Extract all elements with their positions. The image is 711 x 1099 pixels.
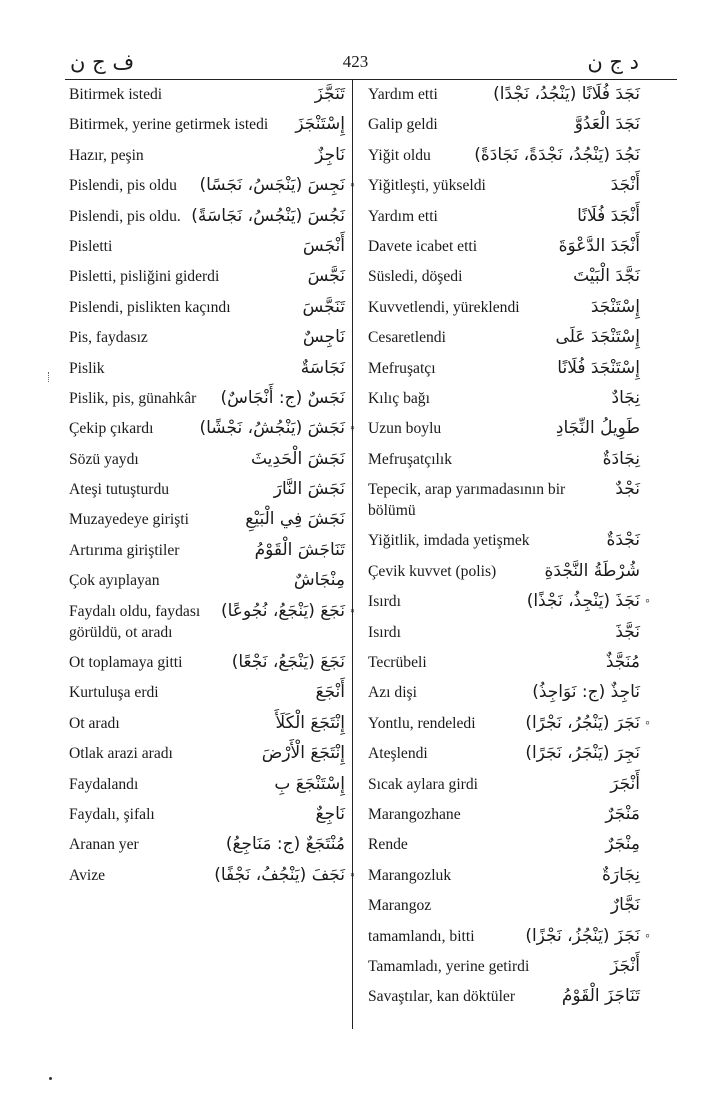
turkish-meaning: Davete icabet etti [368, 237, 478, 255]
margin-mark [48, 372, 51, 382]
root-marker: ◦ [350, 867, 355, 883]
dictionary-entry [69, 682, 345, 703]
dictionary-entry [69, 388, 345, 409]
margin-speck [49, 1077, 52, 1080]
arabic-headword: أَنْجَسَ [302, 235, 345, 256]
arabic-headword: تَنَجَّزَ [314, 84, 345, 104]
dictionary-entry [69, 864, 355, 886]
turkish-meaning: Faydalandı [69, 775, 139, 793]
dictionary-entry [69, 652, 345, 673]
turkish-meaning: Savaştılar, kan döktüler [368, 988, 516, 1006]
dictionary-entry [69, 236, 345, 257]
arabic-headword: إِسْتَنْجَدَ فُلَانًا [557, 357, 640, 378]
arabic-headword: تَنَجَّسَ [302, 296, 345, 317]
turkish-meaning: Yardım etti [368, 207, 438, 225]
arabic-headword: أَنْجَرَ [610, 773, 640, 794]
dictionary-entry [69, 540, 345, 561]
arabic-headword: نَجْدَةٌ [606, 530, 640, 551]
dictionary-entry [69, 449, 345, 470]
turkish-meaning: Pislik [69, 359, 105, 377]
arabic-headword: نِجَادَةٌ [602, 448, 640, 469]
turkish-meaning: Cesaretlendi [368, 329, 446, 347]
turkish-meaning: Marangozhane [368, 805, 461, 823]
dictionary-entry [368, 956, 640, 977]
turkish-meaning: Kılıç bağı [368, 389, 430, 407]
arabic-headword: مِنْجَاشٌ [293, 570, 345, 591]
arabic-headword: نَجُسَ (يَنْجُسُ، نَجَاسَةً) [191, 205, 345, 226]
dictionary-entry [69, 418, 355, 439]
dictionary-entry [368, 236, 640, 257]
dictionary-entry [368, 114, 640, 135]
turkish-meaning: Mefruşatçı [368, 359, 436, 377]
arabic-headword: نَجَدَ الْعَدُوَّ [574, 114, 640, 135]
arabic-headword: نَجَفَ (يَنْجُفُ، نَجْفًا) [214, 864, 345, 885]
arabic-headword: نَجَّدَ الْبَيْتَ [573, 266, 640, 287]
dictionary-entry [69, 145, 345, 166]
turkish-meaning: Yiğit oldu [368, 146, 431, 164]
arabic-headword: طَوِيلُ النِّجَادِ [555, 418, 640, 439]
turkish-meaning: Isırdı [368, 593, 401, 611]
turkish-meaning: Ot toplamaya gitti [69, 654, 183, 672]
turkish-meaning: Isırdı [368, 623, 401, 641]
dictionary-entry [368, 418, 640, 439]
page-header [0, 46, 711, 76]
turkish-meaning: Ot aradı [69, 714, 120, 732]
arabic-headword: مِنْجَرٌ [605, 834, 640, 855]
arabic-headword: أَنْجَزَ [610, 955, 640, 976]
arabic-headword: نَجَّسَ [307, 266, 345, 287]
dictionary-entry [69, 297, 345, 318]
dictionary-entry [368, 145, 640, 166]
turkish-meaning: Hazır, peşin [69, 146, 144, 164]
arabic-headword: نَجِرَ (يَنْجَرُ، نَجَرًا) [525, 743, 640, 764]
root-marker: ◦ [645, 715, 650, 731]
turkish-meaning: tamamlandı, bitti [368, 927, 475, 945]
turkish-meaning: Faydalı, şifalı [69, 805, 155, 823]
arabic-headword: نَجَشَ (يَنْجُشُ، نَجْشًا) [199, 418, 345, 439]
column-divider [352, 79, 353, 1029]
arabic-headword: نَجَشَ الْحَدِيثَ [250, 448, 345, 469]
dictionary-entry [69, 358, 345, 379]
dictionary-entry [368, 865, 640, 886]
turkish-meaning: Pislendi, pislikten kaçındı [69, 298, 231, 316]
turkish-meaning: Ateşlendi [368, 745, 428, 763]
turkish-meaning: Tamamladı, yerine getirdi [368, 957, 530, 975]
dictionary-entry [69, 834, 345, 855]
dictionary-entry [368, 804, 640, 825]
arabic-headword: نِجَارَةٌ [601, 864, 640, 885]
arabic-headword: تَنَاجَزَ الْقَوْمُ [561, 986, 640, 1007]
arabic-headword: نَجَذَ (يَنْجِذُ، نَجْذًا) [526, 591, 640, 612]
turkish-meaning: Rende [368, 836, 408, 854]
turkish-meaning: Artırıma giriştiler [69, 541, 180, 559]
dictionary-entry [69, 206, 345, 227]
turkish-meaning: Kurtuluşa erdi [69, 684, 159, 702]
dictionary-entry [69, 774, 345, 795]
turkish-meaning: Bitirmek istedi [69, 86, 163, 103]
dictionary-entry [69, 114, 345, 135]
arabic-headword: إِسْتَنْجَزَ [295, 114, 345, 135]
arabic-headword: نَجَّارٌ [610, 895, 640, 916]
turkish-meaning: Pislendi, pis oldu [69, 177, 177, 195]
dictionary-entry [69, 600, 355, 643]
dictionary-entry [368, 925, 650, 947]
arabic-headword: أَنْجَدَ الدَّعْوَةَ [558, 235, 640, 256]
dictionary-entry [368, 986, 640, 1007]
dictionary-entry [368, 449, 640, 470]
turkish-meaning: Pislendi, pis oldu. [69, 207, 181, 225]
turkish-meaning: Uzun boylu [368, 420, 442, 438]
arabic-headword: شُرْطَةُ النَّجْدَةِ [544, 560, 640, 581]
root-marker: ◦ [350, 178, 355, 194]
arabic-headword: إِسْتَنْجَدَ [590, 296, 640, 317]
dictionary-entry [368, 834, 640, 855]
dictionary-entry [69, 804, 345, 825]
dictionary-entry [69, 327, 345, 348]
arabic-headword: إِنْتَجَعَ الْأَرْضَ [261, 743, 345, 764]
arabic-headword: إِسْتَنْجَعَ بِ [274, 773, 345, 794]
dictionary-entry [368, 895, 640, 916]
turkish-meaning: Pis, faydasız [69, 329, 148, 347]
dictionary-entry [69, 743, 345, 764]
arabic-headword: نَجَشَ فِي الْبَيْعِ [245, 509, 345, 530]
arabic-headword: نَجَزَ (يَنْجُزُ، نَجْزًا) [525, 925, 640, 946]
turkish-meaning: Çevik kuvvet (polis) [368, 562, 497, 580]
dictionary-entry [368, 327, 640, 348]
dictionary-entry [368, 743, 640, 764]
dictionary-entry [368, 682, 640, 703]
turkish-meaning: Aranan yer [69, 836, 139, 854]
arabic-headword: نَجِسَ (يَنْجَسُ، نَجَسًا) [199, 175, 345, 196]
arabic-headword: نَاجِزٌ [315, 144, 345, 165]
turkish-meaning: Tepecik, arap yarımadasının bir bölümü [368, 481, 566, 520]
turkish-meaning: Muzayedeye girişti [69, 511, 189, 529]
turkish-meaning: Bitirmek, yerine getirmek istedi [69, 116, 269, 134]
turkish-meaning: Otlak arazi aradı [69, 745, 173, 763]
arabic-headword: نَجَّذَ [615, 621, 640, 642]
turkish-meaning: Yiğitlik, imdada yetişmek [368, 532, 530, 550]
arabic-headword: نَجَرَ (يَنْجُرُ، نَجْرًا) [525, 712, 640, 733]
dictionary-entry [368, 358, 640, 379]
dictionary-entry [368, 774, 640, 795]
turkish-meaning: Yiğitleşti, yükseldi [368, 177, 486, 195]
root-marker: ◦ [350, 421, 355, 437]
header-left-letters: ف ج ن [70, 50, 135, 74]
arabic-headword: نَجْدٌ [615, 479, 640, 500]
arabic-headword: نِجَادٌ [611, 387, 640, 408]
arabic-headword: نَجَسٌ (ج: أَنْجَاسٌ) [220, 387, 345, 408]
header-right-letters: د ج ن [587, 50, 639, 74]
turkish-meaning: Faydalı oldu, faydası görüldü, ot aradı [69, 602, 201, 641]
turkish-meaning: Avize [69, 866, 106, 884]
dictionary-entry [69, 84, 345, 105]
root-marker: ◦ [645, 594, 650, 610]
dictionary-entry [69, 713, 345, 734]
turkish-meaning: Marangozluk [368, 866, 452, 884]
arabic-headword: نَاجِسٌ [302, 327, 345, 348]
dictionary-entry [368, 297, 640, 318]
turkish-meaning: Pislik, pis, günahkâr [69, 389, 197, 407]
arabic-headword: إِنْتَجَعَ الْكَلَأَ [275, 712, 345, 733]
arabic-headword: نَاجِذٌ (ج: نَوَاجِذُ) [532, 682, 640, 703]
arabic-headword: تَنَاجَشَ الْقَوْمُ [254, 539, 345, 560]
turkish-meaning: Sıcak aylara girdi [368, 775, 478, 793]
dictionary-entry [69, 570, 345, 591]
dictionary-entry [368, 712, 650, 734]
turkish-meaning: Sözü yaydı [69, 450, 139, 468]
arabic-headword: نَجُدَ (يَنْجُدُ، نَجْدَةً، نَجَادَةً) [474, 144, 640, 165]
turkish-meaning: Kuvvetlendi, yüreklendi [368, 298, 520, 316]
arabic-headword: نَاجِعٌ [315, 803, 345, 824]
arabic-headword: مَنْجَرٌ [605, 803, 640, 824]
dictionary-entry [69, 266, 345, 287]
turkish-meaning: Tecrübeli [368, 654, 427, 672]
arabic-headword: أَنْجَعَ [315, 682, 345, 703]
dictionary-entry [368, 622, 640, 643]
turkish-meaning: Çok ayıplayan [69, 572, 160, 590]
turkish-meaning: Ateşi tutuşturdu [69, 481, 170, 499]
dictionary-entry [368, 388, 640, 409]
dictionary-entry [368, 652, 640, 673]
left-column [69, 84, 355, 895]
root-marker: ◦ [350, 603, 355, 619]
dictionary-entry [368, 206, 640, 227]
turkish-meaning: Pisletti [69, 237, 113, 255]
root-marker: ◦ [645, 928, 650, 944]
arabic-headword: نَجَشَ النَّارَ [273, 479, 345, 500]
turkish-meaning: Pisletti, pisliğini giderdi [69, 268, 220, 286]
dictionary-entry [69, 509, 345, 530]
arabic-headword: مُنَجَّذٌ [605, 652, 640, 673]
dictionary-entry [368, 479, 640, 521]
turkish-meaning: Yardım etti [368, 86, 438, 103]
turkish-meaning: Yontlu, rendeledi [368, 714, 476, 732]
dictionary-entry [368, 84, 640, 105]
header-rule [65, 79, 677, 80]
arabic-headword: نَجَعَ (يَنْجَعُ، نُجُوعًا) [220, 600, 345, 621]
dictionary-entry [368, 530, 640, 551]
turkish-meaning: Süsledi, döşedi [368, 268, 463, 286]
arabic-headword: نَجَعَ (يَنْجَعُ، نَجْعًا) [231, 652, 345, 673]
turkish-meaning: Çekip çıkardı [69, 420, 154, 438]
dictionary-entry [368, 266, 640, 287]
turkish-meaning: Mefruşatçılık [368, 450, 453, 468]
arabic-headword: نَجَدَ فُلَانًا (يَنْجُدُ، نَجْدًا) [493, 84, 640, 104]
arabic-headword: مُنْتَجَعٌ (ج: مَنَاجِعُ) [225, 834, 345, 855]
arabic-headword: أَنْجَدَ [610, 175, 640, 196]
right-column [368, 84, 650, 1017]
dictionary-entry [69, 479, 345, 500]
dictionary-entry [368, 175, 640, 196]
dictionary-entry [69, 175, 355, 196]
dictionary-entry [368, 561, 640, 582]
page-number: 423 [342, 52, 369, 71]
turkish-meaning: Galip geldi [368, 116, 438, 134]
arabic-headword: نَجَاسَةٌ [300, 357, 345, 378]
dictionary-entry [368, 591, 650, 612]
arabic-headword: إِسْتَنْجَدَ عَلَى [555, 327, 640, 348]
arabic-headword: أَنْجَدَ فُلَانًا [577, 205, 640, 226]
turkish-meaning: Marangoz [368, 897, 432, 915]
turkish-meaning: Azı dişi [368, 684, 417, 702]
